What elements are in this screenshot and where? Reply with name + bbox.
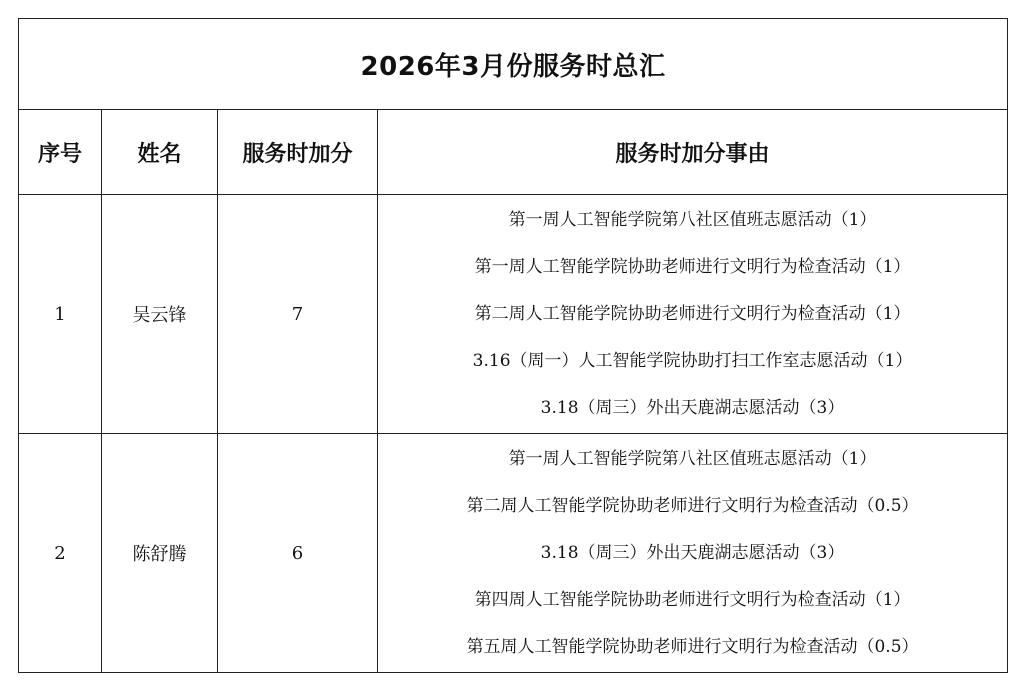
row-reasons [378, 195, 1008, 434]
header-index: 序号 [19, 110, 102, 195]
row-reasons [378, 434, 1008, 673]
row-points: 6 [218, 434, 378, 673]
reason-item: 第五周人工智能学院协助老师进行文明行为检查活动（0.5） [466, 636, 919, 657]
reason-item: 第四周人工智能学院协助老师进行文明行为检查活动（1） [474, 589, 911, 610]
reason-item: 3.16（周一）人工智能学院协助打扫工作室志愿活动（1） [472, 350, 913, 371]
header-points: 服务时加分 [218, 110, 378, 195]
table-title: 2026年3月份服务时总汇 [19, 19, 1008, 110]
reason-item: 第一周人工智能学院第八社区值班志愿活动（1） [508, 209, 877, 230]
row-name: 吴云锋 [102, 195, 218, 434]
header-row [19, 110, 1008, 195]
reason-item: 第一周人工智能学院第八社区值班志愿活动（1） [508, 448, 877, 469]
row-points: 7 [218, 195, 378, 434]
header-reasons: 服务时加分事由 [378, 110, 1008, 195]
reason-item: 第二周人工智能学院协助老师进行文明行为检查活动（1） [474, 303, 911, 324]
reason-item: 第一周人工智能学院协助老师进行文明行为检查活动（1） [474, 256, 911, 277]
row-index: 2 [19, 434, 102, 673]
service-hours-table [18, 18, 1008, 673]
table-row [19, 434, 1008, 673]
reason-item: 3.18（周三）外出天鹿湖志愿活动（3） [540, 397, 845, 418]
title-row [19, 19, 1008, 110]
table-row [19, 195, 1008, 434]
row-name: 陈舒腾 [102, 434, 218, 673]
row-index: 1 [19, 195, 102, 434]
reason-item: 3.18（周三）外出天鹿湖志愿活动（3） [540, 542, 845, 563]
header-name: 姓名 [102, 110, 218, 195]
reason-item: 第二周人工智能学院协助老师进行文明行为检查活动（0.5） [466, 495, 919, 516]
